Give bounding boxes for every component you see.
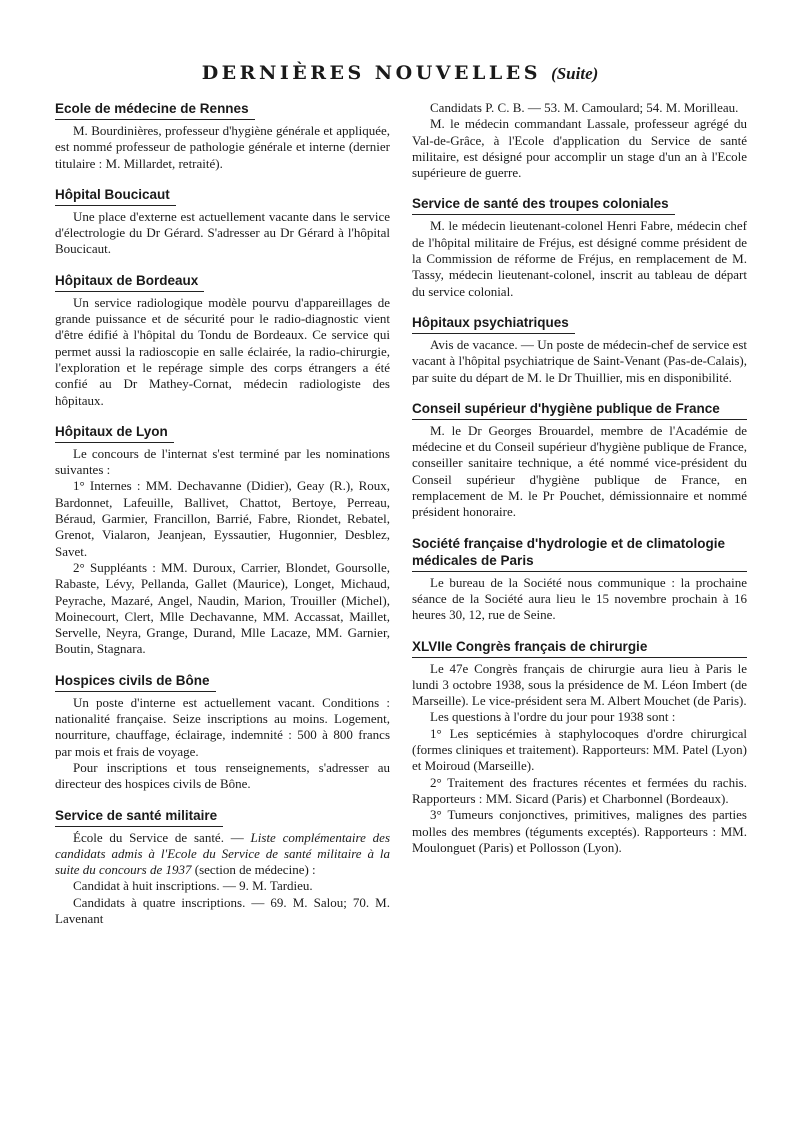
section-heading: Société française d'hydrologie et de climatologie médicales de Paris (412, 535, 747, 572)
paragraph: 1° Internes : MM. Dechavanne (Didier), Geay (R.), Roux, Bardonnet, Lafeuille, Ballivet, Chattot, Bertoye, Perreau, Béraud, Garmier, Francillon, Barrié, Fabre, Riondet, Rebatel, Grenot, Vialaron, Jeanjean, Eyssautier, Hugonnier, Desblez, Savet. (55, 478, 390, 559)
paragraph: 2° Traitement des fractures récentes et fermées du rachis. Rapporteurs : MM. Sicard (Paris) et Charbonnel (Bordeaux). (412, 774, 747, 806)
page-title (0, 62, 800, 84)
paragraph: Le concours de l'internat s'est terminé par les nominations suivantes : (55, 445, 390, 478)
paragraph: Candidats P. C. B. — 53. M. Camoulard; 54. M. Morilleau. (430, 100, 739, 115)
paragraph: Le 47e Congrès français de chirurgie aura lieu à Paris le lundi 3 octobre 1938, sous la présidence de M. Léon Imbert (de Marseille). Le vice-président sera M. Albert Mouchet (de Paris). (412, 660, 747, 709)
paragraph: Un service radiologique modèle pourvu d'appareillages de grande puissance et de sécurité pour le radio-diagnostic vient d'être édifié à l'hôpital du Tondu de Bordeaux. Ce service qui permet aussi la radioscopie en salle éclairée, la radio-chirurgie, l'exploration et le repérage simple des corps étrangers a été confié au Dr Mathey-Cornat, médecin radiologiste des hôpitaux. (55, 294, 390, 408)
paragraph: 1° Les septicémies à staphylocoques d'ordre chirurgical (formes cliniques et traitement). Rapporteurs: MM. Patel (Lyon) et Moiroud (Marseille). (412, 725, 747, 774)
right-column (412, 100, 747, 870)
section-coloniales (412, 195, 747, 299)
section-heading: XLVIIe Congrès français de chirurgie (412, 638, 747, 658)
section-militaire (55, 807, 390, 928)
paragraph: M. le médecin lieutenant-colonel Henri Fabre, médecin chef de l'hôpital militaire de Fréjus, est désigné comme président de la Commission de réforme de Fréjus, en remplacement de M. Tassy, médecin lieutenant-colonel, inscrit au tableau de départ du service colonial. (412, 218, 747, 299)
title-text: DERNIÈRES NOUVELLES (201, 62, 541, 84)
lead-text: École du Service de santé. — (73, 829, 244, 845)
paragraph: Le bureau de la Société nous communique : la prochaine séance de la Société aura lieu le 15 novembre prochain à 16 heures 30, 12, rue de Seine. (412, 574, 747, 623)
italic-text: Liste complémentaire des candidats admis à l'Ecole du Service de santé militaire à la suite du concours de 1937 (55, 829, 391, 878)
paragraph: M. le Dr Georges Brouardel, membre de l'Académie de médecine et du Conseil supérieur d'hygiène publique de France, conseiller sanitaire technique, a été nommé vice-président du Conseil supérieur d'hygiène publique de France, en remplacement de M. le Pr Pouchet, démissionnaire et nommé président honoraire. (412, 422, 747, 520)
paragraph: M. Bourdinières, professeur d'hygiène générale et appliquée, est nommé professeur de pathologie générale et interne (dernier titulaire : M. Millardet, retraité). (55, 123, 390, 171)
section-militaire-cont (412, 100, 747, 181)
section-bone (55, 672, 390, 793)
section-lyon (55, 423, 390, 658)
section-boucicaut (55, 186, 390, 258)
paragraph: Candidats à quatre inscriptions. — 69. M. Salou; 70. M. Lavenant (55, 894, 390, 926)
section-heading: Hôpitaux de Lyon (55, 423, 174, 443)
section-rennes (55, 100, 390, 172)
paragraph: 3° Tumeurs conjonctives, primitives, malignes des parties molles des membres (téguments exceptés). Rapporteurs : MM. Moulonguet (Paris) et Pollosson (Lyon). (412, 807, 747, 855)
paragraph (55, 830, 390, 879)
left-column (55, 100, 390, 941)
section-bordeaux (55, 272, 390, 409)
paragraph: 2° Suppléants : MM. Duroux, Carrier, Blondet, Goursolle, Rabaste, Lévy, Pellanda, Gallet (Maurice), Longet, Michaud, Peyrache, Mazaré, Angel, Naudin, Marion, Trouiller (Michel), Moinecourt, Clert, Mlle Dechavanne, MM. Accassat, Maillet, Servelle, Neyra, Grange, Durand, Mlle Lacaze, MM. Garnier, Boutin, Stagnara. (55, 559, 390, 657)
section-heading: Hospices civils de Bône (55, 672, 216, 692)
paragraph: Pour inscriptions et tous renseignements, s'adresser au directeur des hospices civils de Bône. (55, 759, 390, 792)
section-heading: Hôpitaux psychiatriques (412, 314, 575, 334)
section-heading: Conseil supérieur d'hygiène publique de France (412, 400, 747, 420)
section-heading: Service de santé militaire (55, 807, 223, 827)
paragraph: Un poste d'interne est actuellement vacant. Conditions : nationalité française. Seize inscriptions au moins. Logement, nourriture, chauffage, éclairage, indemnité : 500 à 800 francs par mois et frais de voyage. (55, 694, 390, 759)
section-heading: Ecole de médecine de Rennes (55, 100, 255, 120)
section-heading: Hôpitaux de Bordeaux (55, 272, 204, 292)
section-conseil (412, 400, 747, 521)
section-psychiatriques (412, 314, 747, 386)
tail-text: (section de médecine) : (194, 862, 316, 878)
paragraph: Candidat à huit inscriptions. — 9. M. Tardieu. (73, 878, 313, 894)
paragraph: Les questions à l'ordre du jour pour 1938 sont : (430, 709, 676, 725)
section-heading: Service de santé des troupes coloniales (412, 195, 675, 215)
section-heading: Hôpital Boucicaut (55, 186, 176, 206)
paragraph: Une place d'externe est actuellement vacante dans le service d'électrologie du Dr Gérard. S'adresser au Dr Gérard à l'hôpital Boucicaut. (55, 208, 390, 257)
section-hydrologie (412, 535, 747, 624)
title-suite: (Suite) (551, 64, 599, 83)
paragraph: Avis de vacance. — Un poste de médecin-chef de service est vacant à l'hôpital psychiatrique de Saint-Venant (Pas-de-Calais), par suite du départ de M. le Dr Thuillier, mis en disponibilité. (412, 336, 747, 385)
paragraph: M. le médecin commandant Lassale, professeur agrégé du Val-de-Grâce, à l'Ecole d'application du Service de santé militaire, est désigné pour accomplir un stage d'un an à l'Ecole supérieure de guerre. (412, 116, 747, 181)
section-chirurgie (412, 638, 747, 857)
